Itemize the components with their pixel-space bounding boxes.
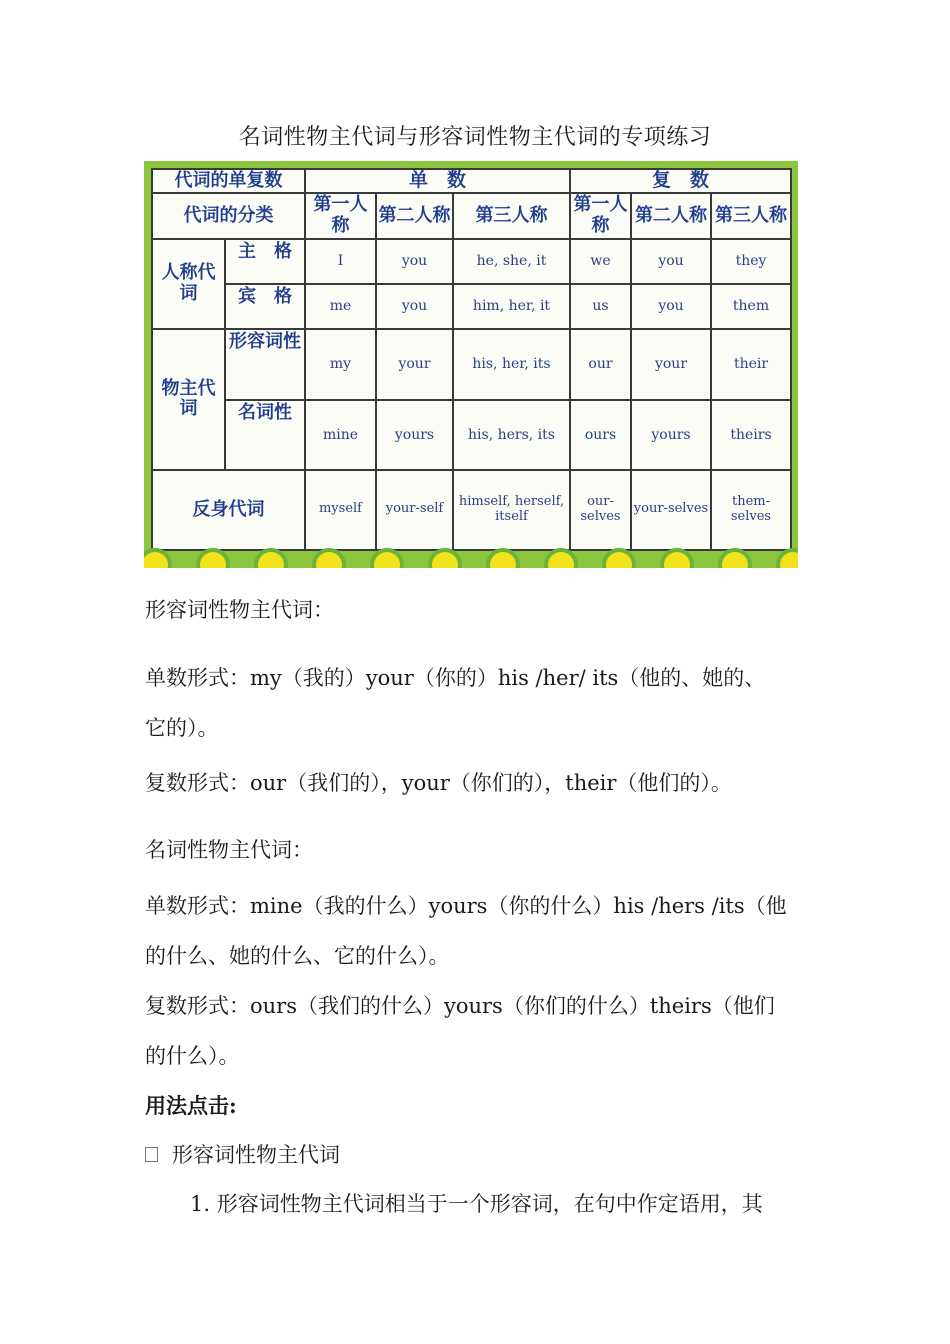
- noun-plural-line-1: 复数形式：ours（我们的什么）yours（你们的什么）theirs（他们: [145, 994, 775, 1018]
- cell-subject-3p: they: [711, 239, 791, 284]
- noun-plural-line-2: 的什么）。: [145, 1044, 240, 1068]
- cell-subject-2p: you: [631, 239, 711, 284]
- cell-reflexive-1s: myself: [305, 470, 376, 550]
- cell-noun-2s: yours: [376, 400, 453, 470]
- cell-subject-1s: I: [305, 239, 376, 284]
- header-person-2s: 第二人称: [376, 193, 453, 239]
- label-noun-form: 名词性: [225, 400, 305, 470]
- header-number: 代词的单复数: [152, 169, 305, 193]
- header-singular: 单 数: [305, 169, 570, 193]
- noun-heading: 名词性物主代词：: [145, 838, 313, 862]
- cell-noun-1p: ours: [570, 400, 631, 470]
- cell-adj-2s: your: [376, 329, 453, 400]
- point-1: 1. 形容词性物主代词相当于一个形容词，在句中作定语用，其: [190, 1192, 763, 1216]
- header-person-2p: 第二人称: [631, 193, 711, 239]
- cell-object-3p: them: [711, 284, 791, 329]
- cell-object-3s: him, her, it: [453, 284, 570, 329]
- bullet-item: [145, 1139, 340, 1169]
- cell-reflexive-1p: our-selves: [570, 470, 631, 550]
- label-reflexive-pronoun: 反身代词: [152, 470, 305, 550]
- cell-reflexive-3s: himself, herself, itself: [453, 470, 570, 550]
- pronoun-table: [151, 168, 792, 551]
- cell-subject-3s: he, she, it: [453, 239, 570, 284]
- bullet-item-label: 形容词性物主代词: [172, 1143, 340, 1167]
- label-possessive-pronoun: 物主代词: [152, 329, 225, 470]
- header-plural: 复 数: [570, 169, 791, 193]
- noun-singular-line-2: 的什么、她的什么、它的什么）。: [145, 944, 450, 968]
- noun-singular-line-1: 单数形式：mine（我的什么）yours（你的什么）his /hers /its（他: [145, 894, 787, 918]
- header-category: 代词的分类: [152, 193, 305, 239]
- cell-noun-2p: yours: [631, 400, 711, 470]
- adj-heading: 形容词性物主代词：: [145, 598, 334, 622]
- label-adjective-form: 形容词性: [225, 329, 305, 400]
- label-personal-pronoun: 人称代词: [152, 239, 225, 329]
- adj-singular-line-1: 单数形式：my（我的）your（你的）his /her/ its（他的、她的、: [145, 666, 766, 690]
- usage-heading: 用法点击:: [145, 1093, 237, 1118]
- cell-adj-3s: his, her, its: [453, 329, 570, 400]
- cell-object-2s: you: [376, 284, 453, 329]
- cell-object-1p: us: [570, 284, 631, 329]
- cell-object-2p: you: [631, 284, 711, 329]
- header-person-1s: 第一人称: [305, 193, 376, 239]
- cell-reflexive-3p: them-selves: [711, 470, 791, 550]
- pronoun-table-image: [144, 161, 798, 568]
- page-title: 名词性物主代词与形容词性物主代词的专项练习: [238, 125, 712, 150]
- cell-adj-3p: their: [711, 329, 791, 400]
- cell-object-1s: me: [305, 284, 376, 329]
- cell-subject-2s: you: [376, 239, 453, 284]
- label-object: 宾 格: [225, 284, 305, 329]
- cell-adj-1s: my: [305, 329, 376, 400]
- cell-adj-2p: your: [631, 329, 711, 400]
- adj-singular-line-2: 它的）。: [145, 716, 219, 740]
- header-person-3s: 第三人称: [453, 193, 570, 239]
- header-person-1p: 第一人称: [570, 193, 631, 239]
- cell-subject-1p: we: [570, 239, 631, 284]
- bullet-box-icon: [145, 1147, 158, 1162]
- cell-adj-1p: our: [570, 329, 631, 400]
- cell-noun-3p: theirs: [711, 400, 791, 470]
- decorative-dots: [144, 550, 798, 568]
- label-subject: 主 格: [225, 239, 305, 284]
- cell-reflexive-2p: your-selves: [631, 470, 711, 550]
- adj-plural-line: 复数形式：our（我们的），your（你们的），their（他们的）。: [145, 771, 732, 795]
- cell-noun-3s: his, hers, its: [453, 400, 570, 470]
- cell-reflexive-2s: your-self: [376, 470, 453, 550]
- cell-noun-1s: mine: [305, 400, 376, 470]
- header-person-3p: 第三人称: [711, 193, 791, 239]
